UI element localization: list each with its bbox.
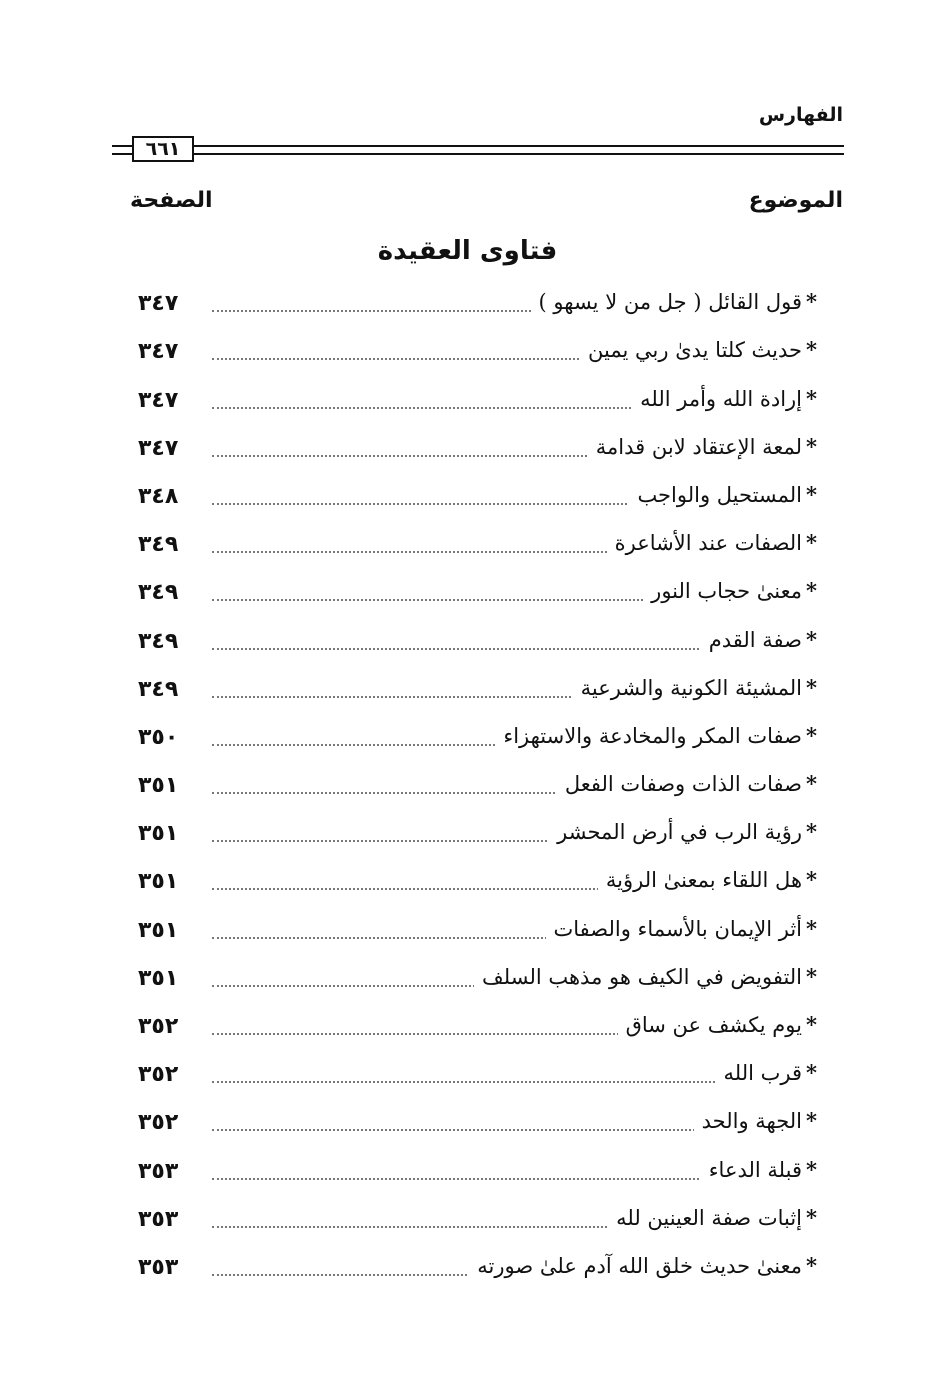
toc-entry-text: التفويض في الكيف هو مذهب السلف: [482, 964, 803, 989]
bullet-icon: *: [806, 915, 817, 941]
toc-entry-page: ٣٤٧: [138, 339, 179, 365]
toc-entry-text: معنىٰ حجاب النور: [651, 579, 803, 604]
bullet-icon: *: [806, 1156, 817, 1182]
bullet-icon: *: [806, 626, 817, 652]
toc-entry: [0, 1095, 935, 1143]
toc-entry: [0, 565, 935, 613]
toc-entry-topic: [474, 964, 817, 989]
toc-entry-page: ٣٥٢: [138, 1110, 179, 1136]
toc-entry-page: ٣٥١: [138, 917, 179, 943]
toc-entry: [0, 758, 935, 806]
toc-entry-page: ٣٥٢: [138, 1014, 179, 1039]
toc-entry: [0, 1047, 935, 1095]
toc-entry-topic: [694, 1108, 817, 1133]
toc-entry: [0, 999, 935, 1047]
toc-entry-text: المستحيل والواجب: [637, 482, 803, 507]
toc-entry: [0, 1240, 935, 1288]
toc-entry-page: ٣٤٩: [138, 580, 179, 606]
toc-entry-page: ٣٥٢: [138, 1062, 179, 1088]
toc-entry: [0, 469, 935, 517]
toc-entry-topic: [643, 578, 817, 603]
toc-entry-text: قرب الله: [723, 1061, 803, 1086]
toc-entry-topic: [701, 627, 817, 652]
bullet-icon: *: [806, 1012, 817, 1037]
toc-entry-text: صفات المكر والمخادعة والاستهزاء: [503, 723, 803, 748]
toc-entry-page: ٣٤٧: [138, 435, 179, 461]
toc-entry: [0, 324, 935, 372]
toc-entry-text: قول القائل ( جل من لا يسهو ): [538, 290, 803, 315]
toc-entry-page: ٣٥١: [138, 965, 179, 991]
toc-entry-topic: [495, 723, 817, 748]
toc-entry-topic: [588, 434, 817, 459]
section-title: فتاوى العقيدة: [377, 236, 558, 266]
bullet-icon: *: [806, 578, 817, 604]
toc-entry-topic: [716, 1060, 818, 1085]
toc-entry-topic: [608, 1205, 817, 1230]
toc-entry-text: الجهة والحد: [701, 1109, 803, 1134]
bullet-icon: *: [806, 771, 817, 797]
toc-entry-page: ٣٥١: [138, 821, 179, 847]
toc-entry-text: صفة القدم: [708, 627, 803, 652]
toc-entry: [0, 517, 935, 565]
bullet-icon: *: [806, 433, 817, 459]
toc-entry-text: المشيئة الكونية والشرعية: [580, 675, 803, 700]
toc-entry: [0, 613, 935, 661]
bullet-icon: *: [806, 819, 817, 845]
toc-entry-page: ٣٥١: [138, 773, 179, 799]
bullet-icon: *: [806, 963, 817, 989]
toc-entry-topic: [469, 1253, 817, 1278]
bullet-icon: *: [806, 722, 817, 748]
toc-entry-page: ٣٥٣: [138, 1158, 179, 1184]
toc-entry-page: ٣٤٧: [138, 387, 179, 413]
bullet-icon: *: [806, 289, 817, 315]
toc-entry-topic: [632, 386, 817, 411]
toc-entry-text: إرادة الله وأمر الله: [640, 386, 803, 411]
toc-entry: [0, 854, 935, 902]
toc-entry: [0, 421, 935, 469]
toc-entry-topic: [701, 1157, 817, 1182]
toc-entry: [0, 951, 935, 999]
toc-entry-page: ٣٥١: [138, 869, 179, 895]
bullet-icon: *: [806, 867, 817, 893]
toc-entry-text: هل اللقاء بمعنىٰ الرؤية: [605, 868, 803, 893]
toc-entry-topic: [629, 482, 817, 507]
toc-entry: [0, 372, 935, 420]
toc-entry-text: الصفات عند الأشاعرة: [614, 531, 803, 556]
toc-entry-text: قبلة الدعاء: [708, 1157, 803, 1182]
toc-entry-text: يوم يكشف عن ساق: [625, 1013, 803, 1037]
toc-entry-text: رؤية الرب في أرض المحشر: [557, 820, 803, 845]
toc-entry-topic: [573, 675, 817, 700]
toc-entry-text: معنىٰ حديث خلق الله آدم علىٰ صورته: [477, 1253, 803, 1278]
toc-entry-page: ٣٤٩: [138, 676, 179, 702]
header-rule-left: [112, 145, 132, 155]
bullet-icon: *: [806, 530, 817, 556]
running-title: الفهارس: [758, 104, 843, 126]
bullet-icon: *: [806, 1204, 817, 1230]
toc-entry: [0, 662, 935, 710]
toc-entry-page: ٣٤٧: [138, 291, 179, 317]
toc-entry-text: صفات الذات وصفات الفعل: [564, 772, 803, 797]
toc-entry: [0, 710, 935, 758]
column-header-topic: الموضوع: [748, 188, 843, 213]
toc-entry-page: ٣٤٩: [138, 628, 179, 654]
toc-entry-page: ٣٥٠: [138, 724, 179, 750]
toc-entry-topic: [607, 530, 817, 555]
toc-entry-topic: [531, 289, 817, 314]
toc-entry-page: ٣٤٩: [138, 532, 179, 558]
bullet-icon: *: [806, 1252, 817, 1278]
toc-entry-topic: [580, 337, 817, 362]
toc-entry: [0, 1192, 935, 1240]
toc-entry-text: لمعة الإعتقاد لابن قدامة: [595, 434, 803, 459]
toc-entry-topic: [557, 771, 817, 796]
toc-entry: [0, 806, 935, 854]
toc-entry-page: ٣٤٨: [138, 483, 179, 509]
toc-entry: [0, 902, 935, 950]
bullet-icon: *: [806, 337, 817, 363]
toc-entry-page: ٣٥٣: [138, 1206, 179, 1232]
toc-entry-topic: [598, 867, 817, 892]
bullet-icon: *: [806, 1108, 817, 1134]
toc-entry-text: إثبات صفة العينين لله: [616, 1205, 803, 1230]
header-rule: [112, 136, 844, 162]
table-of-contents: [0, 276, 935, 1288]
toc-entry-text: حديث كلتا يدىٰ ربي يمين: [588, 338, 803, 363]
page-number: ٦٦١: [132, 136, 194, 162]
header-rule-right: [192, 145, 844, 155]
bullet-icon: *: [806, 1060, 817, 1086]
toc-entry-topic: [546, 916, 818, 941]
toc-entry-page: ٣٥٣: [138, 1254, 179, 1280]
bullet-icon: *: [806, 385, 817, 411]
toc-entry: [0, 276, 935, 324]
bullet-icon: *: [806, 674, 817, 700]
toc-entry: [0, 1143, 935, 1191]
column-header-page: الصفحة: [130, 188, 213, 213]
toc-entry-topic: [618, 1012, 817, 1037]
toc-entry-topic: [549, 819, 817, 844]
bullet-icon: *: [806, 481, 817, 507]
toc-entry-text: أثر الإيمان بالأسماء والصفات: [553, 916, 803, 941]
